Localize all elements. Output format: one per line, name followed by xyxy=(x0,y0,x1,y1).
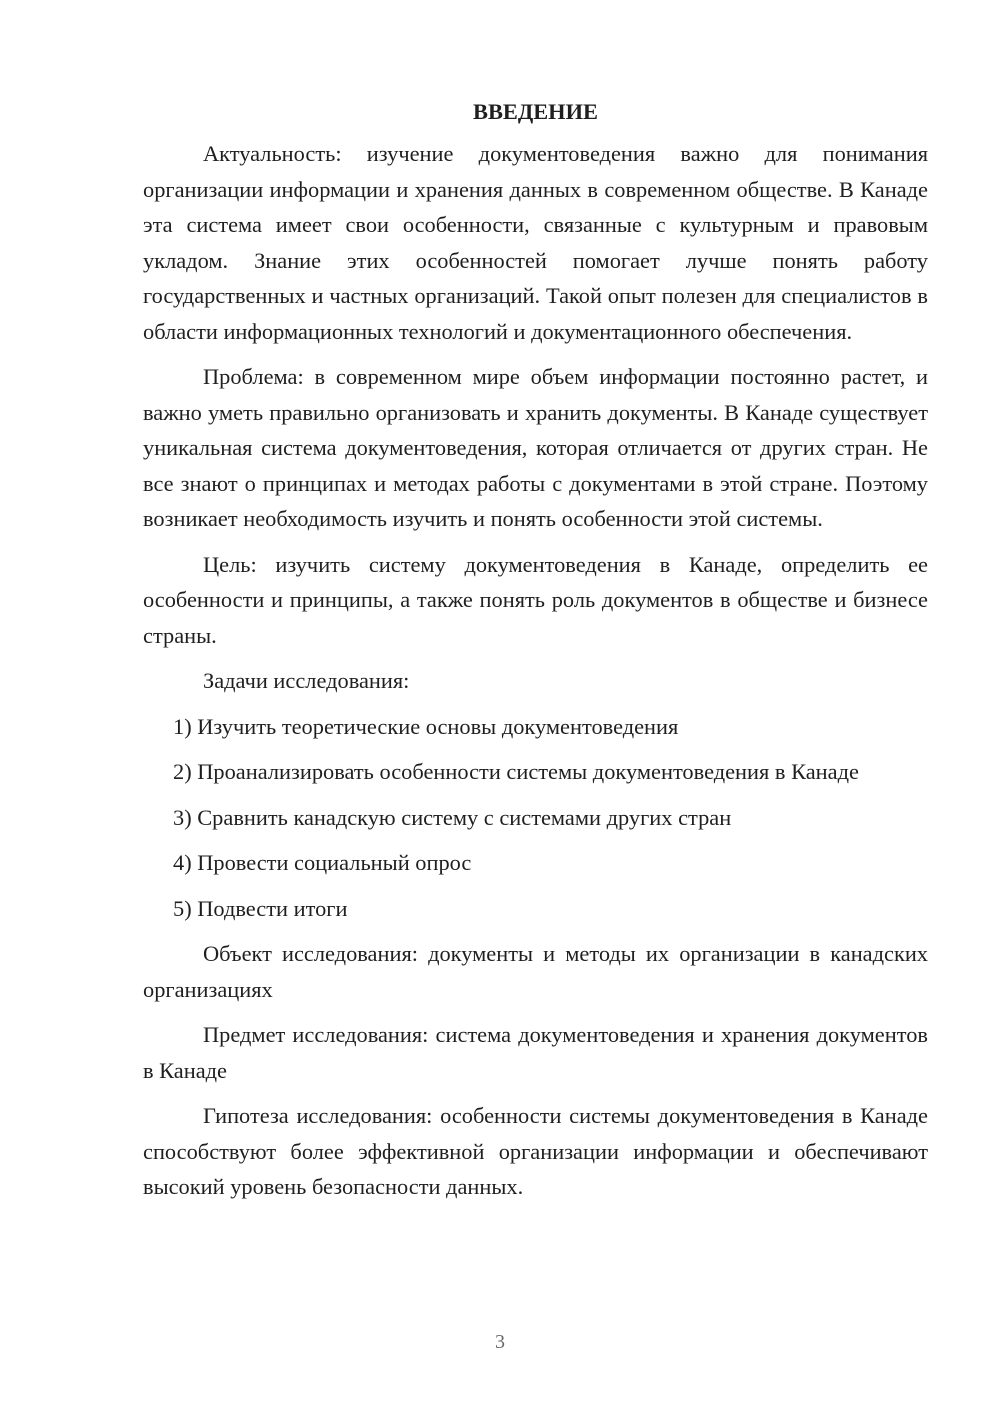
task-item-5: 5) Подвести итоги xyxy=(173,895,348,921)
hypothesis-paragraph: Гипотеза исследования: особенности системы документоведения в Канаде способствуют более эффективной организации информации и обеспечивают высокий уровень безопасности данных. xyxy=(143,1103,928,1199)
tasks-heading: Задачи исследования: xyxy=(203,668,410,693)
task-item-1: 1) Изучить теоретические основы документоведения xyxy=(173,713,679,739)
relevance-paragraph: Актуальность: изучение документоведения важно для понимания организации информации и хранения данных в современном обществе. В Канаде эта система имеет свои особенности, связанные с культурным и правовым укладом. Знание этих особенностей помогает лучше понять работу государственных и частных организаций. Такой опыт полезен для специалистов в области информационных технологий и документационного обеспечения. xyxy=(143,141,928,344)
task-item-2: 2) Проанализировать особенности системы документоведения в Канаде xyxy=(173,759,859,784)
task-item-3: 3) Сравнить канадскую систему с системами других стран xyxy=(173,804,732,830)
object-paragraph: Объект исследования: документы и методы их организации в канадских организациях xyxy=(143,941,928,1002)
subject-paragraph: Предмет исследования: система документоведения и хранения документов в Канаде xyxy=(143,1022,928,1083)
page-content xyxy=(143,92,928,1215)
task-item-4: 4) Провести социальный опрос xyxy=(173,850,472,875)
goal-paragraph: Цель: изучить систему документоведения в Канаде, определить ее особенности и принципы, а также понять роль документов в обществе и бизнесе страны. xyxy=(143,551,928,648)
page-number: 3 xyxy=(495,1331,505,1353)
page-title: ВВЕДЕНИЕ xyxy=(473,99,598,124)
problem-paragraph: Проблема: в современном мире объем информации постоянно растет, и важно уметь правильно организовать и хранить документы. В Канаде существует уникальная система документоведения, которая отличается от других стран. Не все знают о принципах и методах работы с документами в этой стране. Поэтому возникает необходимость изучить и понять особенности этой системы. xyxy=(143,364,928,531)
